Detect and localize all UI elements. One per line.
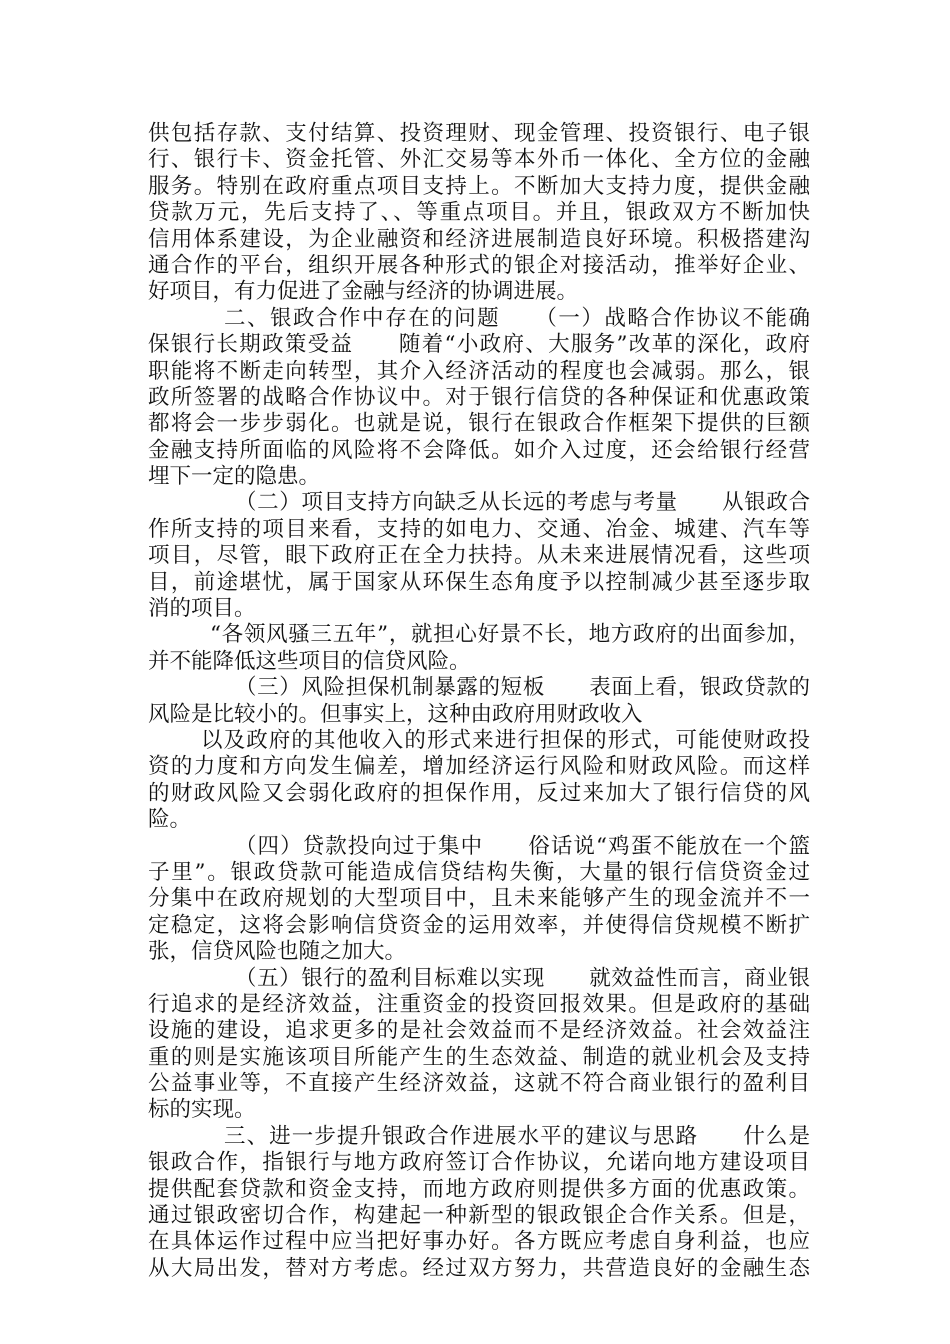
text-line: 项目，尽管，眼下政府正在全力扶持。从未来进展情况看，这些项 bbox=[148, 543, 810, 569]
text-line: 职能将不断走向转型，其介入经济活动的程度也会减弱。那么，银 bbox=[148, 358, 810, 384]
text-line: 提供配套贷款和资金支持，而地方政府则提供多方面的优惠政策。 bbox=[148, 1176, 810, 1202]
text-line: 从大局出发，替对方考虑。经过双方努力，共营造良好的金融生态 bbox=[148, 1255, 810, 1281]
text-line: 信用体系建设，为企业融资和经济进展制造良好环境。积极搭建沟 bbox=[148, 226, 810, 252]
text-line: 标的实现。 bbox=[148, 1097, 256, 1123]
text-line: 目，前途堪忧，属于国家从环保生态角度予以控制减少甚至逐步取 bbox=[148, 569, 810, 595]
subsection-heading-line: （三）风险担保机制暴露的短板 表面上看，银政贷款的 bbox=[235, 675, 810, 701]
text-line: 供包括存款、支付结算、投资理财、现金管理、投资银行、电子银 bbox=[148, 121, 810, 146]
text-line: 的财政风险又会弱化政府的担保作用，反过来加大了银行信贷的风 bbox=[148, 780, 810, 806]
subsection-heading-line: （二）项目支持方向缺乏从长远的考虑与考量 从银政合 bbox=[235, 490, 810, 516]
text-line: 通过银政密切合作，构建起一种新型的银政银企合作关系。但是， bbox=[148, 1203, 810, 1229]
text-line: 都将会一步步弱化。也就是说，银行在银政合作框架下提供的巨额 bbox=[148, 411, 810, 437]
text-line: 在具体运作过程中应当把好事办好。各方既应考虑自身利益，也应 bbox=[148, 1229, 810, 1255]
text-line: 作所支持的项目来看，支持的如电力、交通、冶金、城建、汽车等 bbox=[148, 516, 810, 542]
text-line: 定稳定，这将会影响信贷资金的运用效率，并使得信贷规模不断扩 bbox=[148, 912, 810, 938]
text-line: 消的项目。 bbox=[148, 596, 256, 622]
text-line: 风险是比较小的。但事实上，这种由政府用财政收入 bbox=[148, 701, 643, 727]
section-heading-line: 二、银政合作中存在的问题 （一）战略合作协议不能确 bbox=[224, 305, 810, 331]
text-line: 行追求的是经济效益，注重资金的投资回报效果。但是政府的基础 bbox=[148, 991, 810, 1017]
section-heading-line: 三、进一步提升银政合作进展水平的建议与思路 什么是 bbox=[224, 1123, 810, 1149]
text-line: 保银行长期政策受益 随着“小政府、大服务”改革的深化，政府 bbox=[148, 332, 810, 358]
text-line: “各领风骚三五年”，就担心好景不长，地方政府的出面参加， bbox=[210, 622, 810, 648]
text-line: 好项目，有力促进了金融与经济的协调进展。 bbox=[148, 279, 579, 305]
text-line: 并不能降低这些项目的信贷风险。 bbox=[148, 648, 471, 674]
text-line: 以及政府的其他收入的形式来进行担保的形式，可能使财政投 bbox=[201, 727, 810, 753]
subsection-heading-line: （五）银行的盈利目标难以实现 就效益性而言，商业银 bbox=[235, 965, 810, 991]
text-line: 银政合作，指银行与地方政府签订合作协议，允诺向地方建设项目 bbox=[148, 1150, 810, 1176]
text-line: 公益事业等，不直接产生经济效益，这就不符合商业银行的盈利目 bbox=[148, 1071, 810, 1097]
text-line: 金融支持所面临的风险将不会降低。如介入过度，还会给银行经营 bbox=[148, 437, 810, 463]
text-line: 设施的建设，追求更多的是社会效益而不是经济效益。社会效益注 bbox=[148, 1018, 810, 1044]
text-line: 资的力度和方向发生偏差，增加经济运行风险和财政风险。而这样 bbox=[148, 754, 810, 780]
text-line: 贷款万元，先后支持了、、等重点项目。并且，银政双方不断加快 bbox=[148, 200, 810, 226]
text-line: 埋下一定的隐患。 bbox=[148, 464, 321, 490]
text-line: 重的则是实施该项目所能产生的生态效益、制造的就业机会及支持 bbox=[148, 1044, 810, 1070]
text-line: 政所签署的战略合作协议中。对于银行信贷的各种保证和优惠政策 bbox=[148, 384, 810, 410]
text-line: 张，信贷风险也随之加大。 bbox=[148, 939, 407, 965]
text-line: 通合作的平台，组织开展各种形式的银企对接活动，推举好企业、 bbox=[148, 252, 810, 278]
text-line: 分集中在政府规划的大型项目中，且未来能够产生的现金流并不一 bbox=[148, 886, 810, 912]
text-line: 服务。特别在政府重点项目支持上。不断加大支持力度，提供金融 bbox=[148, 173, 810, 199]
document-body bbox=[148, 121, 810, 1282]
text-line: 险。 bbox=[148, 807, 192, 833]
text-line: 子里”。银政贷款可能造成信贷结构失衡，大量的银行信贷资金过 bbox=[148, 859, 810, 885]
text-line: 行、银行卡、资金托管、外汇交易等本外币一体化、全方位的金融 bbox=[148, 147, 810, 173]
subsection-heading-line: （四）贷款投向过于集中 俗话说“鸡蛋不能放在一个篮 bbox=[235, 833, 810, 859]
